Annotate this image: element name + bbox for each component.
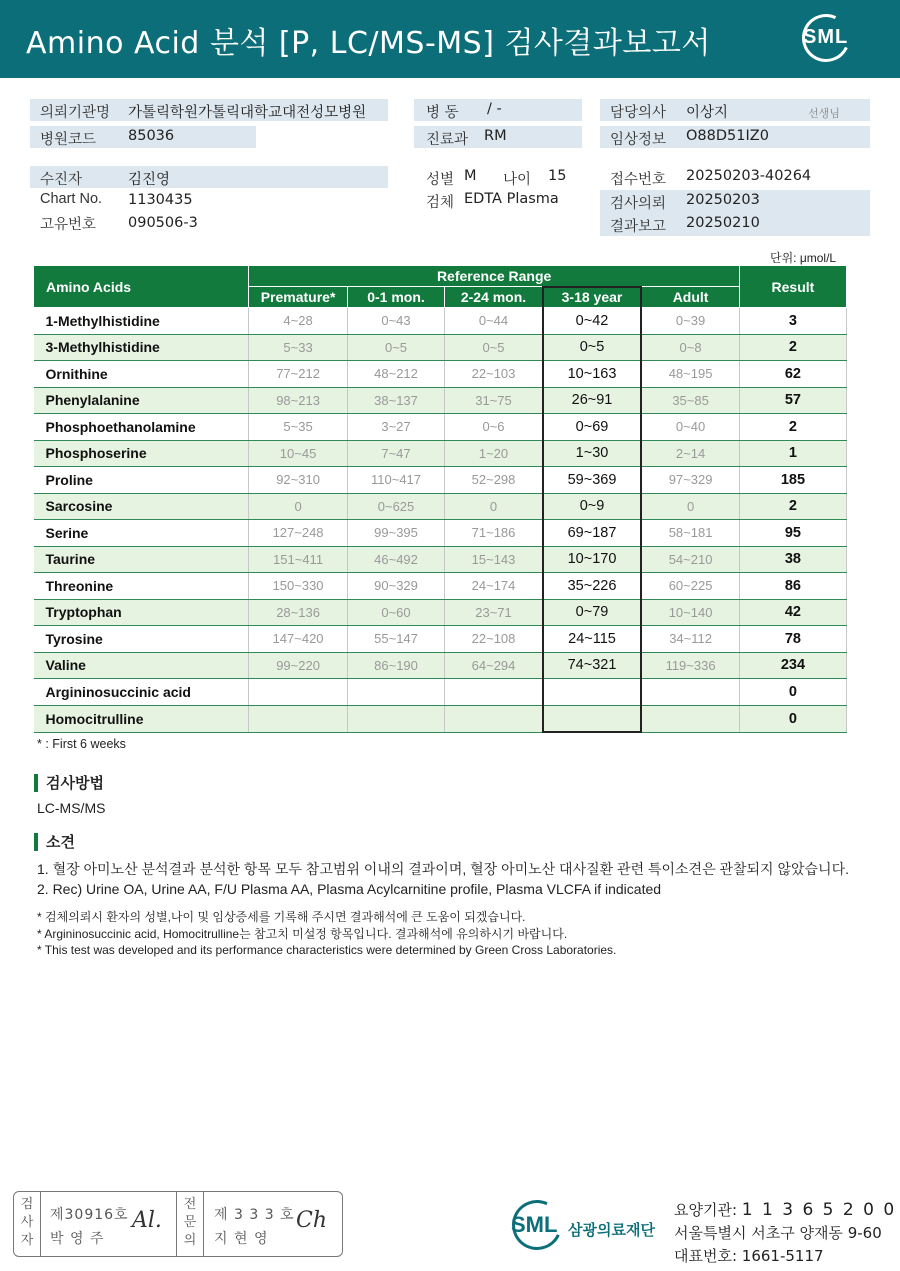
age-label: 나이 <box>503 172 532 188</box>
reference-range-cell: 110~417 <box>347 467 445 494</box>
ward-value: / - <box>487 101 502 117</box>
hospital-code-value: 85036 <box>128 128 175 144</box>
result-cell: 95 <box>739 520 846 547</box>
result-cell: 2 <box>739 334 846 361</box>
amino-table-body <box>34 308 847 733</box>
report-header <box>0 0 900 78</box>
reference-range-cell: 0~625 <box>347 493 445 520</box>
doctor-value: 이상지 <box>686 105 729 121</box>
footer-code-label: 요양기관: <box>674 1201 738 1219</box>
note-1: * 검체의뢰시 환자의 성별,나이 및 임상증세를 기록해 주시면 결과해석에 큰 도움이 되겠습니다. <box>37 910 526 924</box>
reference-range-cell: 0~5 <box>445 334 543 361</box>
table-row <box>34 308 847 335</box>
reference-range-cell: 0~43 <box>347 308 445 335</box>
table-row <box>34 440 847 467</box>
method-title: 검사방법 <box>34 774 104 792</box>
reference-range-cell: 71~186 <box>445 520 543 547</box>
sex-value: M <box>464 168 477 184</box>
reference-range-cell: 2~14 <box>641 440 739 467</box>
reference-range-cell: 1~20 <box>445 440 543 467</box>
reference-range-cell: 99~220 <box>249 652 347 679</box>
result-cell: 0 <box>739 679 846 706</box>
table-row <box>34 387 847 414</box>
reference-range-cell: 0~60 <box>347 599 445 626</box>
col-premature: Premature* <box>249 287 347 308</box>
col-3-18-year: 3-18 year <box>543 287 642 308</box>
specialist-label: 전문의 <box>183 1197 197 1248</box>
reference-range-cell: 99~395 <box>347 520 445 547</box>
specimen-value: EDTA Plasma <box>464 191 559 207</box>
amino-acid-name: Tyrosine <box>34 626 249 653</box>
amino-acid-name: Ornithine <box>34 361 249 388</box>
divider <box>176 1192 177 1256</box>
reference-range-cell: 48~195 <box>641 361 739 388</box>
report-value: 20250210 <box>686 215 760 231</box>
reference-range-cell: 0~9 <box>543 493 642 520</box>
result-cell: 78 <box>739 626 846 653</box>
note-2: * Argininosuccinic acid, Homocitrulline는 참고치 미설정 항목입니다. 결과해석에 유의하시기 바랍니다. <box>37 927 568 941</box>
result-cell: 0 <box>739 705 846 732</box>
divider <box>203 1192 204 1256</box>
examiner-signature: Al. <box>132 1208 162 1233</box>
col-amino-acids: Amino Acids <box>34 266 249 308</box>
reference-range-cell: 10~163 <box>543 361 642 388</box>
amino-acid-name: Serine <box>34 520 249 547</box>
amino-acid-name: 1-Methylhistidine <box>34 308 249 335</box>
reference-range-cell <box>249 679 347 706</box>
opinion-title: 소견 <box>34 833 75 851</box>
examiner-no: 제30916호 <box>50 1207 129 1223</box>
reference-range-cell: 52~298 <box>445 467 543 494</box>
info-box-patient <box>30 166 388 188</box>
result-cell: 42 <box>739 599 846 626</box>
reference-range-cell <box>347 679 445 706</box>
result-cell: 62 <box>739 361 846 388</box>
table-row <box>34 414 847 441</box>
amino-acid-name: 3-Methylhistidine <box>34 334 249 361</box>
note-3: * This test was developed and its performance characteristics were determined by Green Cross Laboratories. <box>37 943 617 957</box>
amino-acid-name: Threonine <box>34 573 249 600</box>
amino-acid-table <box>33 265 847 733</box>
reference-range-cell <box>445 705 543 732</box>
table-footnote: * : First 6 weeks <box>37 737 126 751</box>
table-row <box>34 520 847 547</box>
patient-name: 김진영 <box>128 172 171 188</box>
reference-range-cell: 7~47 <box>347 440 445 467</box>
hospital-code-label: 병원코드 <box>40 132 97 148</box>
footer-phone-label: 대표번호: <box>674 1247 738 1265</box>
result-cell: 2 <box>739 493 846 520</box>
reference-range-cell: 22~108 <box>445 626 543 653</box>
footer-address: 서울특별시 서초구 양재동 9-60 <box>674 1224 882 1242</box>
table-row <box>34 573 847 600</box>
col-0-1-mon: 0-1 mon. <box>347 287 445 308</box>
specialist-signature: Ch <box>296 1208 328 1233</box>
reference-range-cell: 26~91 <box>543 387 642 414</box>
reference-range-cell: 1~30 <box>543 440 642 467</box>
reference-range-cell: 119~336 <box>641 652 739 679</box>
ward-label: 병 동 <box>426 105 459 121</box>
reference-range-cell: 31~75 <box>445 387 543 414</box>
reference-range-cell: 64~294 <box>445 652 543 679</box>
amino-acid-name: Tryptophan <box>34 599 249 626</box>
reference-range-cell: 24~115 <box>543 626 642 653</box>
unique-no-value: 090506-3 <box>128 215 198 231</box>
examiner-name: 박 영 주 <box>50 1231 105 1247</box>
specialist-name: 지 현 영 <box>214 1231 269 1247</box>
result-cell: 2 <box>739 414 846 441</box>
reference-range-cell <box>445 679 543 706</box>
reference-range-cell: 35~85 <box>641 387 739 414</box>
signature-box <box>13 1191 343 1257</box>
reference-range-cell <box>347 705 445 732</box>
request-value: 20250203 <box>686 192 760 208</box>
result-cell: 3 <box>739 308 846 335</box>
report-title: Amino Acid 분석 [P, LC/MS-MS] 검사결과보고서 <box>26 26 711 61</box>
reference-range-cell: 74~321 <box>543 652 642 679</box>
unique-no-label: 고유번호 <box>40 217 97 233</box>
opinion-line-1: 1. 혈장 아미노산 분석결과 분석한 항목 모두 참고범위 이내의 결과이며, 혈장 아미노산 대사질환 관련 특이소견은 관찰되지 않았습니다. <box>37 861 849 877</box>
reference-range-cell: 0 <box>249 493 347 520</box>
reference-range-cell: 59~369 <box>543 467 642 494</box>
dept-label: 진료과 <box>426 132 469 148</box>
footer-logo-text: SML <box>511 1212 558 1237</box>
reference-range-cell <box>641 705 739 732</box>
reference-range-cell: 0~69 <box>543 414 642 441</box>
table-row <box>34 679 847 706</box>
reference-range-cell: 23~71 <box>445 599 543 626</box>
reference-range-cell: 90~329 <box>347 573 445 600</box>
reference-range-cell: 98~213 <box>249 387 347 414</box>
clinical-value: O88D51IZ0 <box>686 128 769 144</box>
reference-range-cell: 0~5 <box>543 334 642 361</box>
reference-range-cell: 3~27 <box>347 414 445 441</box>
reference-range-cell: 46~492 <box>347 546 445 573</box>
reference-range-cell: 69~187 <box>543 520 642 547</box>
reference-range-cell: 86~190 <box>347 652 445 679</box>
reference-range-cell: 28~136 <box>249 599 347 626</box>
reference-range-cell: 0~39 <box>641 308 739 335</box>
reference-range-cell: 10~170 <box>543 546 642 573</box>
receipt-label: 접수번호 <box>610 172 667 188</box>
reference-range-cell: 0~8 <box>641 334 739 361</box>
institution-label: 의뢰기관명 <box>40 105 111 121</box>
reference-range-cell: 34~112 <box>641 626 739 653</box>
reference-range-cell: 147~420 <box>249 626 347 653</box>
reference-range-cell: 58~181 <box>641 520 739 547</box>
table-row <box>34 467 847 494</box>
footer-code <box>674 1199 896 1220</box>
chart-no-label: Chart No. <box>40 191 103 207</box>
specimen-label: 검체 <box>426 195 455 211</box>
reference-range-cell: 0~6 <box>445 414 543 441</box>
reference-range-cell <box>249 705 347 732</box>
specialist-no: 제 3 3 3 호 <box>214 1207 295 1223</box>
reference-range-cell: 0 <box>641 493 739 520</box>
patient-label: 수진자 <box>40 172 83 188</box>
result-cell: 86 <box>739 573 846 600</box>
reference-range-cell: 0~44 <box>445 308 543 335</box>
reference-range-cell <box>543 705 642 732</box>
reference-range-cell: 60~225 <box>641 573 739 600</box>
doctor-suffix: 선생님 <box>808 107 840 120</box>
footer-code-value: 1 1 3 6 5 2 0 0 <box>741 1200 897 1220</box>
divider <box>40 1192 41 1256</box>
institution-value: 가톨릭학원가톨릭대학교대전성모병원 <box>128 105 367 121</box>
reference-range-cell: 150~330 <box>249 573 347 600</box>
reference-range-cell: 55~147 <box>347 626 445 653</box>
footer-phone <box>674 1245 824 1266</box>
chart-no-value: 1130435 <box>128 192 193 208</box>
reference-range-cell: 15~143 <box>445 546 543 573</box>
reference-range-cell <box>641 679 739 706</box>
reference-range-cell: 22~103 <box>445 361 543 388</box>
result-cell: 38 <box>739 546 846 573</box>
table-row <box>34 652 847 679</box>
reference-range-cell: 5~33 <box>249 334 347 361</box>
reference-range-cell: 24~174 <box>445 573 543 600</box>
table-row <box>34 705 847 732</box>
reference-range-cell: 5~35 <box>249 414 347 441</box>
reference-range-cell: 10~140 <box>641 599 739 626</box>
opinion-line-2: 2. Rec) Urine OA, Urine AA, F/U Plasma AA, Plasma Acylcarnitine profile, Plasma VLCFA if indicated <box>37 881 662 897</box>
footer-phone-value: 1661-5117 <box>741 1247 824 1265</box>
amino-acid-name: Argininosuccinic acid <box>34 679 249 706</box>
dept-value: RM <box>484 128 507 144</box>
examiner-label: 검사자 <box>20 1197 34 1248</box>
reference-range-cell: 92~310 <box>249 467 347 494</box>
reference-range-cell: 48~212 <box>347 361 445 388</box>
result-cell: 234 <box>739 652 846 679</box>
col-adult: Adult <box>641 287 739 308</box>
age-value: 15 <box>548 168 567 184</box>
reference-range-cell: 0~42 <box>543 308 642 335</box>
table-row <box>34 493 847 520</box>
amino-acid-name: Phosphoethanolamine <box>34 414 249 441</box>
table-row <box>34 334 847 361</box>
amino-acid-name: Phosphoserine <box>34 440 249 467</box>
report-label: 결과보고 <box>610 219 667 235</box>
table-row <box>34 626 847 653</box>
result-cell: 185 <box>739 467 846 494</box>
reference-range-cell <box>543 679 642 706</box>
receipt-value: 20250203-40264 <box>686 168 812 184</box>
footer-org-name: 삼광의료재단 <box>568 1221 655 1239</box>
reference-range-cell: 97~329 <box>641 467 739 494</box>
reference-range-cell: 0~79 <box>543 599 642 626</box>
table-row <box>34 599 847 626</box>
result-cell: 1 <box>739 440 846 467</box>
result-cell: 57 <box>739 387 846 414</box>
table-row <box>34 546 847 573</box>
reference-range-cell: 77~212 <box>249 361 347 388</box>
unit-label: 단위: μmol/L <box>770 251 837 265</box>
reference-range-cell: 54~210 <box>641 546 739 573</box>
request-label: 검사의뢰 <box>610 196 667 212</box>
reference-range-cell: 4~28 <box>249 308 347 335</box>
reference-range-cell: 38~137 <box>347 387 445 414</box>
amino-acid-name: Phenylalanine <box>34 387 249 414</box>
reference-range-cell: 0~40 <box>641 414 739 441</box>
amino-acid-name: Valine <box>34 652 249 679</box>
amino-acid-name: Homocitrulline <box>34 705 249 732</box>
reference-range-cell: 0 <box>445 493 543 520</box>
sml-logo-text: SML <box>803 26 849 48</box>
amino-acid-name: Taurine <box>34 546 249 573</box>
reference-range-cell: 35~226 <box>543 573 642 600</box>
sex-label: 성별 <box>426 172 455 188</box>
table-row <box>34 361 847 388</box>
amino-acid-name: Proline <box>34 467 249 494</box>
doctor-label: 담당의사 <box>610 105 667 121</box>
col-reference-range: Reference Range <box>249 266 739 287</box>
reference-range-cell: 127~248 <box>249 520 347 547</box>
reference-range-cell: 10~45 <box>249 440 347 467</box>
clinical-label: 임상정보 <box>610 132 667 148</box>
amino-acid-name: Sarcosine <box>34 493 249 520</box>
reference-range-cell: 0~5 <box>347 334 445 361</box>
col-result: Result <box>739 266 846 308</box>
col-2-24-mon: 2-24 mon. <box>445 287 543 308</box>
method-text: LC-MS/MS <box>37 800 106 816</box>
reference-range-cell: 151~411 <box>249 546 347 573</box>
